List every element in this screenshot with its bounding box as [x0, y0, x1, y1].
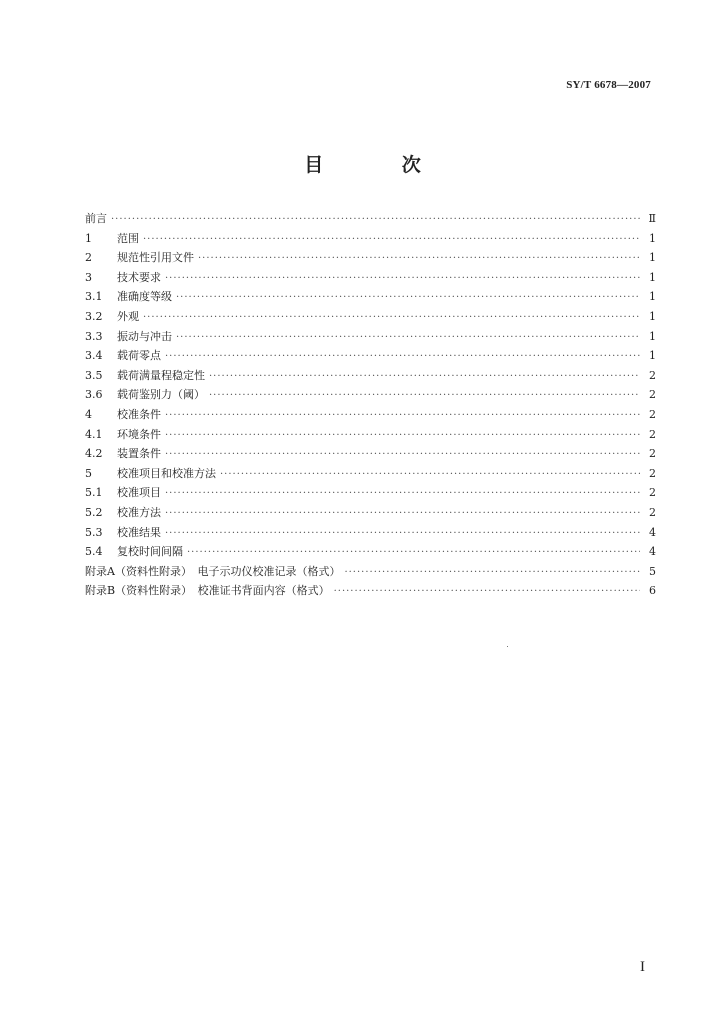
toc-entry-page: 2 [649, 368, 656, 382]
toc-entry-number: 4.1 [85, 427, 103, 441]
toc-entry-number: 5.1 [85, 486, 103, 500]
toc-entry-page: 1 [649, 309, 656, 323]
toc-entry-3-4[interactable] [85, 347, 656, 367]
toc-entry-1[interactable] [85, 230, 656, 250]
toc-entry-number: 3.1 [85, 290, 103, 304]
table-of-contents [85, 210, 656, 602]
toc-entry-appendix-a[interactable] [85, 563, 656, 583]
toc-entry-label: 准确度等级 [117, 290, 172, 304]
toc-entry-page: 4 [649, 545, 656, 559]
toc-entry-3[interactable] [85, 269, 656, 289]
toc-entry-preface[interactable] [85, 210, 656, 230]
toc-entry-page: 2 [649, 486, 656, 500]
toc-dot-leader [176, 332, 640, 343]
toc-entry-3-6[interactable] [85, 386, 656, 406]
toc-dot-leader [176, 292, 640, 303]
toc-dot-leader [165, 449, 640, 460]
toc-entry-page: 1 [649, 251, 656, 265]
toc-entry-page: 6 [649, 584, 656, 598]
toc-entry-page: 4 [649, 525, 656, 539]
toc-dot-leader [165, 528, 640, 539]
toc-entry-label: 复校时间间隔 [117, 545, 183, 559]
toc-entry-page: 2 [649, 388, 656, 402]
toc-entry-page: 1 [649, 329, 656, 343]
page-title: 目 次 [304, 154, 457, 176]
toc-entry-5[interactable] [85, 465, 656, 485]
toc-entry-3-3[interactable] [85, 328, 656, 348]
toc-entry-number: 5.2 [85, 505, 103, 519]
toc-dot-leader [143, 312, 640, 323]
toc-entry-label: 校准方法 [117, 505, 161, 519]
scan-speck [507, 646, 508, 647]
toc-entry-appendix-b[interactable] [85, 582, 656, 602]
toc-entry-label: 规范性引用文件 [117, 251, 194, 265]
toc-entry-page: 2 [649, 466, 656, 480]
toc-dot-leader [334, 586, 640, 597]
toc-entry-3-2[interactable] [85, 308, 656, 328]
toc-dot-leader [187, 547, 640, 558]
toc-entry-page: 1 [649, 270, 656, 284]
toc-entry-5-1[interactable] [85, 484, 656, 504]
toc-entry-label: 校准条件 [117, 407, 161, 421]
toc-entry-label: 范围 [117, 231, 139, 245]
toc-entry-number: 2 [85, 251, 92, 265]
toc-entry-3-1[interactable] [85, 288, 656, 308]
toc-entry-label: 环境条件 [117, 427, 161, 441]
toc-entry-number: 4 [85, 407, 92, 421]
toc-entry-number: 3.4 [85, 349, 103, 363]
toc-entry-label: 振动与冲击 [117, 329, 172, 343]
toc-entry-number: 3.5 [85, 368, 103, 382]
toc-entry-label: 装置条件 [117, 447, 161, 461]
toc-entry-label: 附录A（资料性附录） 电子示功仪校准记录（格式） [85, 564, 341, 578]
toc-entry-4-1[interactable] [85, 426, 656, 446]
toc-entry-page: 2 [649, 447, 656, 461]
toc-dot-leader [209, 371, 640, 382]
toc-entry-4-2[interactable] [85, 445, 656, 465]
toc-dot-leader [165, 410, 640, 421]
toc-entry-3-5[interactable] [85, 367, 656, 387]
toc-entry-label: 前言 [85, 212, 107, 225]
toc-entry-number: 3.3 [85, 329, 103, 343]
toc-dot-leader [209, 390, 640, 401]
toc-entry-label: 外观 [117, 309, 139, 323]
toc-entry-number: 5 [85, 466, 92, 480]
toc-entry-label: 校准结果 [117, 525, 161, 539]
toc-entry-page: 2 [649, 505, 656, 519]
toc-dot-leader [165, 430, 640, 441]
toc-entry-label: 载荷满量程稳定性 [117, 368, 205, 382]
toc-entry-page: 1 [649, 290, 656, 304]
toc-entry-number: 1 [85, 231, 92, 245]
toc-dot-leader [220, 469, 640, 480]
toc-entry-label: 载荷零点 [117, 349, 161, 363]
toc-dot-leader [111, 214, 640, 225]
toc-entry-number: 3 [85, 270, 92, 284]
toc-entry-number: 5.4 [85, 545, 103, 559]
toc-entry-page: 1 [649, 231, 656, 245]
toc-entry-page: Ⅱ [648, 212, 656, 225]
toc-entry-page: 1 [649, 349, 656, 363]
toc-dot-leader [165, 351, 640, 362]
toc-entry-number: 5.3 [85, 525, 103, 539]
toc-entry-number: 3.2 [85, 309, 103, 323]
toc-entry-label: 附录B（资料性附录） 校准证书背面内容（格式） [85, 584, 330, 598]
toc-entry-number: 4.2 [85, 447, 103, 461]
standard-code: SY/T 6678—2007 [566, 79, 651, 91]
toc-entry-page: 2 [649, 427, 656, 441]
toc-entry-5-3[interactable] [85, 524, 656, 544]
toc-entry-5-4[interactable] [85, 543, 656, 563]
toc-dot-leader [198, 253, 640, 264]
toc-entry-page: 2 [649, 407, 656, 421]
toc-entry-page: 5 [649, 564, 656, 578]
toc-entry-label: 载荷鉴别力（阈） [117, 388, 205, 402]
toc-entry-5-2[interactable] [85, 504, 656, 524]
toc-entry-4[interactable] [85, 406, 656, 426]
page-number: I [640, 959, 645, 975]
toc-dot-leader [165, 508, 640, 519]
toc-dot-leader [344, 567, 640, 578]
toc-entry-2[interactable] [85, 249, 656, 269]
toc-entry-number: 3.6 [85, 388, 103, 402]
toc-dot-leader [143, 234, 640, 245]
toc-entry-label: 校准项目和校准方法 [117, 466, 216, 480]
toc-dot-leader [165, 273, 640, 284]
toc-entry-label: 校准项目 [117, 486, 161, 500]
toc-entry-label: 技术要求 [117, 270, 161, 284]
toc-dot-leader [165, 488, 640, 499]
